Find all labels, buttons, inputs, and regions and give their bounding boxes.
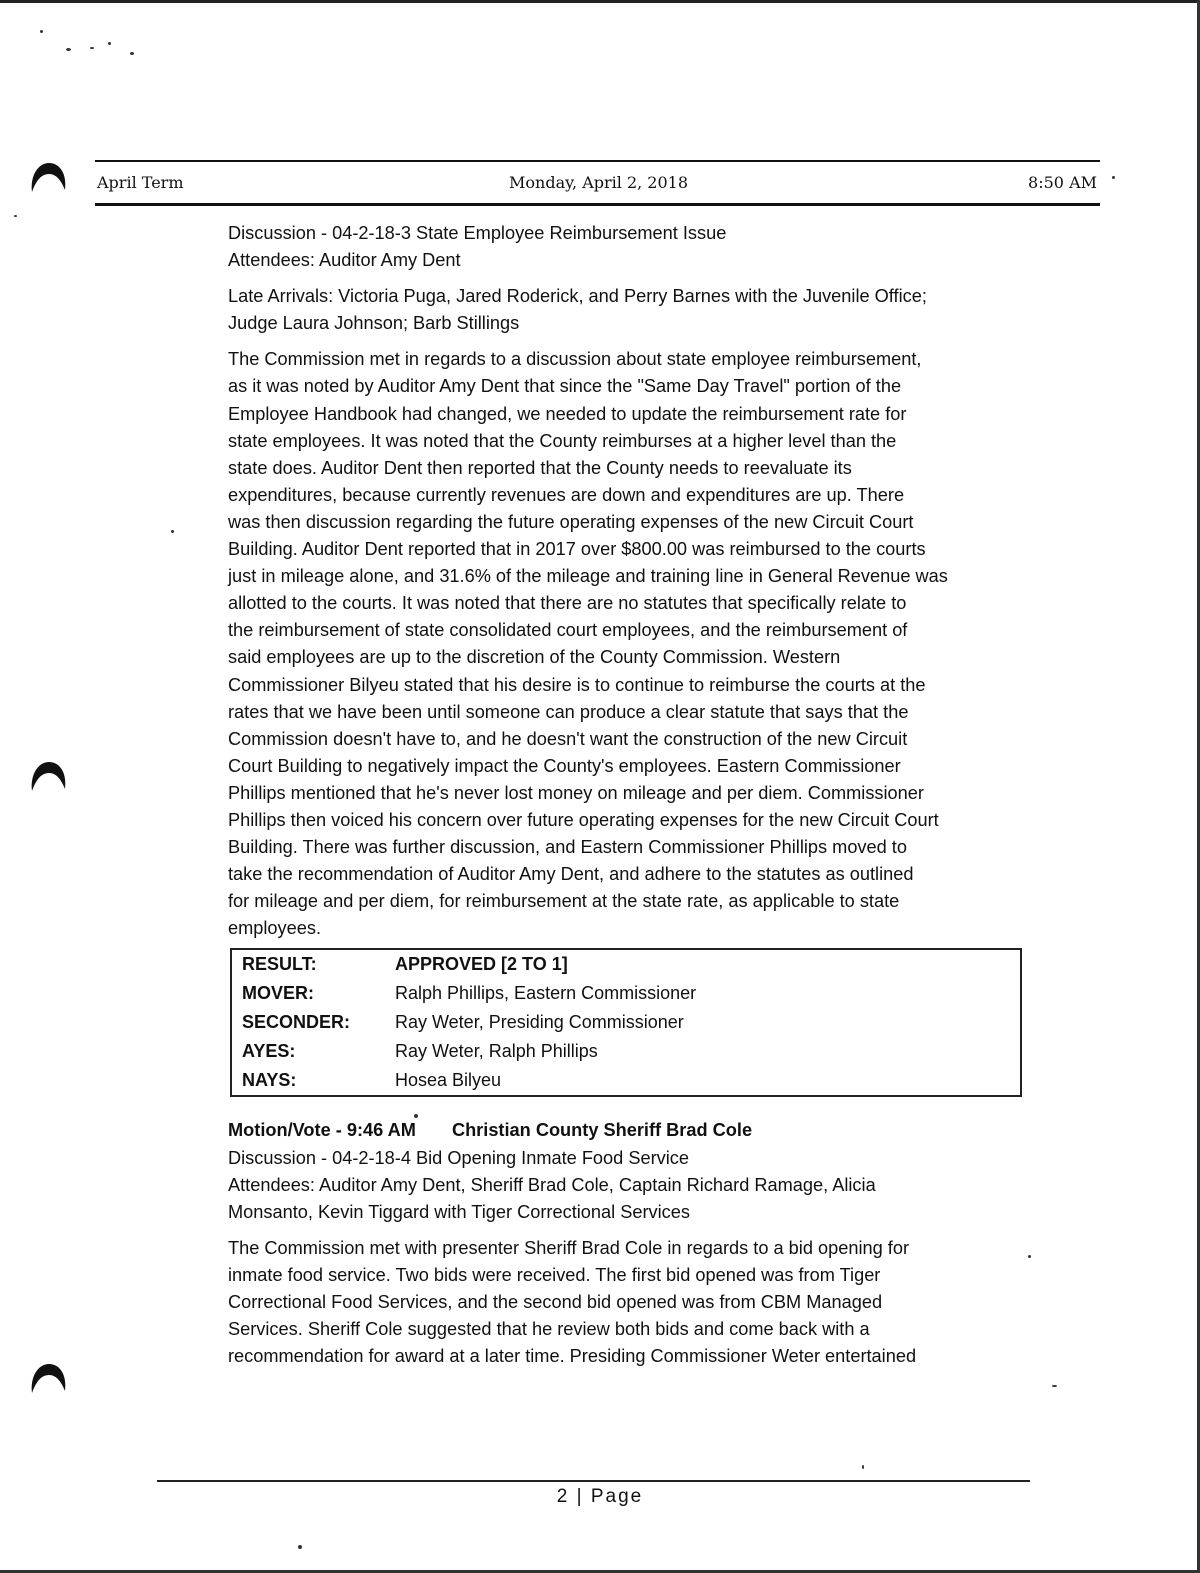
mover-value: Ralph Phillips, Eastern Commissioner	[395, 983, 697, 1004]
header-rule-bottom	[95, 203, 1100, 206]
item1-late-arrivals: Late Arrivals: Victoria Puga, Jared Roderick, and Perry Barnes with the Juvenile Office;	[228, 286, 927, 307]
paragraph-line: inmate food service. Two bids were received. The first bid opened was from Tiger	[228, 1264, 881, 1285]
header-term: April Term	[97, 173, 184, 192]
item1-attendees: Attendees: Auditor Amy Dent	[228, 250, 461, 271]
item1-paragraph	[228, 346, 1038, 942]
header-date: Monday, April 2, 2018	[509, 173, 689, 192]
paragraph-line: employees.	[228, 918, 322, 939]
nays-label: NAYS:	[242, 1070, 297, 1091]
paragraph-line: The Commission met in regards to a discussion about state employee reimbursement,	[228, 349, 922, 370]
scan-border-top	[0, 0, 1200, 3]
item2-motion-time: Motion/Vote - 9:46 AM	[228, 1120, 416, 1141]
scan-speck	[130, 52, 134, 55]
paragraph-line: Phillips mentioned that he's never lost money on mileage and per diem. Commissioner	[228, 782, 924, 803]
paragraph-line: state does. Auditor Dent then reported that the County needs to reevaluate its	[228, 457, 852, 478]
item2-motion-heading	[228, 1117, 1038, 1144]
scan-speck	[171, 530, 174, 533]
scan-speck	[90, 47, 94, 49]
paragraph-line: as it was noted by Auditor Amy Dent that since the "Same Day Travel" portion of the	[228, 376, 902, 397]
table-row	[231, 949, 1021, 979]
nays-value: Hosea Bilyeu	[395, 1070, 502, 1091]
scan-speck	[862, 1465, 864, 1469]
page-number: 2 | Page	[556, 1486, 644, 1507]
scan-speck	[1052, 1385, 1057, 1387]
punch-hole-icon	[28, 757, 68, 797]
vote-result-table	[230, 948, 1022, 1097]
paragraph-line: Court Building to negatively impact the County's employees. Eastern Commissioner	[228, 755, 901, 776]
paragraph-line: for mileage and per diem, for reimbursement at the state rate, as applicable to state	[228, 891, 900, 912]
paragraph-line: said employees are up to the discretion of the County Commission. Western	[228, 647, 841, 668]
scan-speck	[108, 42, 111, 45]
table-row	[231, 1008, 1021, 1037]
paragraph-line: Commissioner Bilyeu stated that his desire is to continue to reimburse the courts at the	[228, 674, 926, 695]
ayes-label: AYES:	[242, 1041, 296, 1062]
seconder-label: SECONDER:	[242, 1012, 351, 1033]
paragraph-line: the reimbursement of state consolidated court employees, and the reimbursement of	[228, 620, 908, 641]
paragraph-line: Employee Handbook had changed, we needed to update the reimbursement rate for	[228, 403, 907, 424]
paragraph-line: allotted to the courts. It was noted that there are no statutes that specifically relate to	[228, 593, 907, 614]
table-row	[231, 979, 1021, 1008]
minutes-body	[228, 220, 1038, 1370]
item2-discussion-title: Discussion - 04-2-18-4 Bid Opening Inmate Food Service	[228, 1147, 689, 1168]
header-time: 8:50 AM	[1028, 173, 1097, 192]
punch-hole-icon	[28, 1359, 68, 1399]
item2-paragraph	[228, 1235, 1038, 1370]
item2-attendees-cont: Monsanto, Kevin Tiggard with Tiger Correctional Services	[228, 1201, 690, 1222]
result-value: APPROVED [2 TO 1]	[395, 954, 568, 975]
paragraph-line: Building. Auditor Dent reported that in 2017 over $800.00 was reimbursed to the courts	[228, 539, 926, 560]
mover-label: MOVER:	[242, 983, 314, 1004]
paragraph-line: rates that we have been until someone can produce a clear statute that says that the	[228, 701, 909, 722]
item2-attendees: Attendees: Auditor Amy Dent, Sheriff Brad Cole, Captain Richard Ramage, Alicia	[228, 1174, 876, 1195]
table-row	[231, 1066, 1021, 1096]
item1-discussion-title: Discussion - 04-2-18-3 State Employee Reimbursement Issue	[228, 223, 727, 243]
scan-speck	[66, 48, 71, 51]
paragraph-line: take the recommendation of Auditor Amy Dent, and adhere to the statutes as outlined	[228, 864, 914, 885]
scan-speck	[298, 1545, 302, 1549]
punch-hole-icon	[28, 158, 68, 198]
paragraph-line: Commission doesn't have to, and he doesn't want the construction of the new Circuit	[228, 728, 908, 749]
scan-speck	[40, 30, 43, 33]
item1-late-arrivals-cont: Judge Laura Johnson; Barb Stillings	[228, 313, 520, 334]
page-header	[97, 170, 1097, 198]
header-rule-top	[95, 160, 1100, 162]
paragraph-line: recommendation for award at a later time. Presiding Commissioner Weter entertained	[228, 1346, 917, 1367]
paragraph-line: Services. Sheriff Cole suggested that he review both bids and come back with a	[228, 1319, 870, 1340]
paragraph-line: Phillips then voiced his concern over future operating expenses for the new Circuit Court	[228, 809, 939, 830]
paragraph-line: expenditures, because currently revenues are down and expenditures are up. There	[228, 484, 905, 505]
scan-speck	[14, 215, 17, 217]
paragraph-line: Building. There was further discussion, and Eastern Commissioner Phillips moved to	[228, 837, 907, 858]
item2-presenter: Christian County Sheriff Brad Cole	[451, 1120, 753, 1141]
seconder-value: Ray Weter, Presiding Commissioner	[395, 1012, 684, 1033]
table-row	[231, 1037, 1021, 1066]
paragraph-line: was then discussion regarding the future operating expenses of the new Circuit Court	[228, 511, 914, 532]
paragraph-line: state employees. It was noted that the County reimburses at a higher level than the	[228, 430, 897, 451]
result-label: RESULT:	[242, 954, 317, 975]
paragraph-line: The Commission met with presenter Sheriff Brad Cole in regards to a bid opening for	[228, 1237, 910, 1258]
scan-speck	[1112, 176, 1115, 179]
footer-rule	[157, 1480, 1030, 1482]
paragraph-line: Correctional Food Services, and the second bid opened was from CBM Managed	[228, 1292, 883, 1312]
ayes-value: Ray Weter, Ralph Phillips	[395, 1041, 598, 1062]
paragraph-line: just in mileage alone, and 31.6% of the mileage and training line in General Revenue was	[228, 566, 948, 587]
